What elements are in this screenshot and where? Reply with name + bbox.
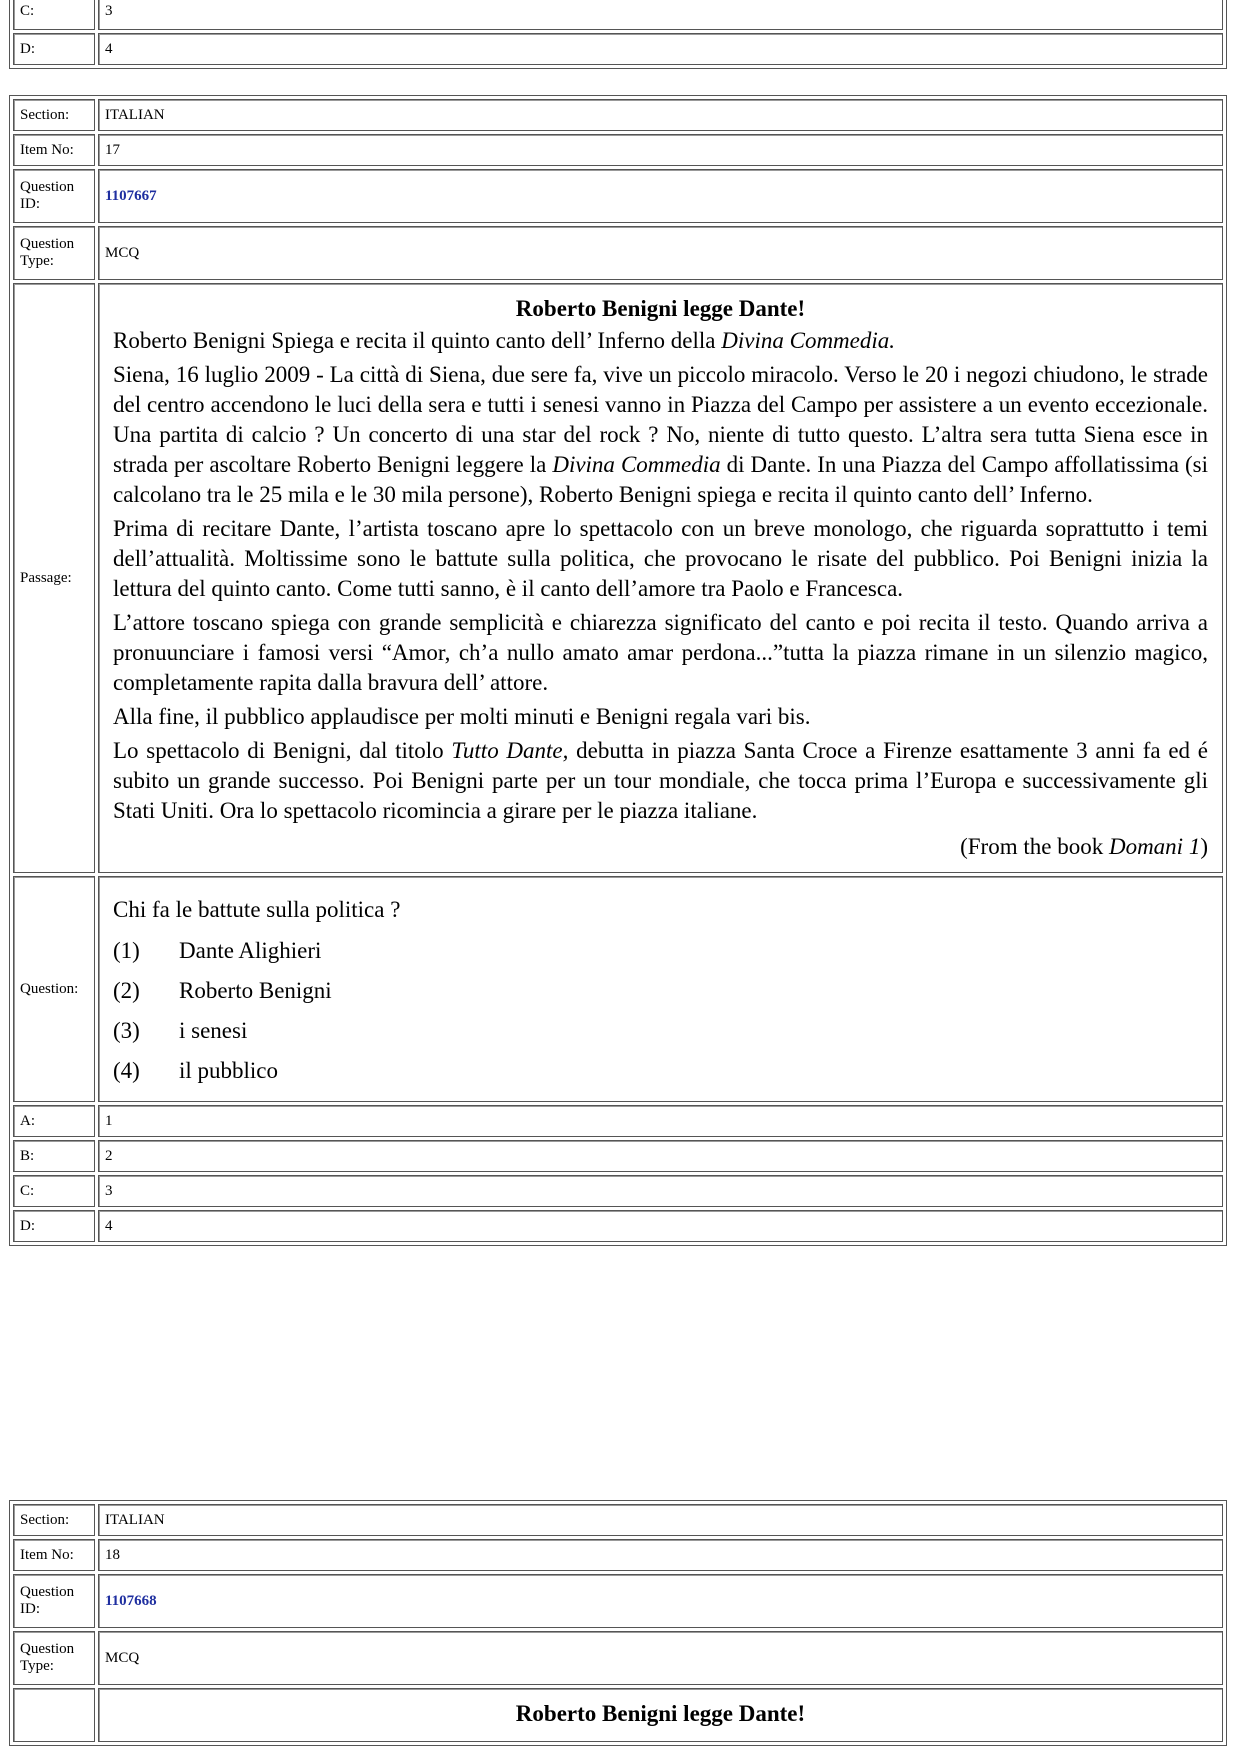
question-text: Chi fa le battute sulla politica ? [113, 897, 401, 922]
passage-paragraph-1: Siena, 16 luglio 2009 - La città di Siena, due sere fa, vive un piccolo miracolo. Verso le 20 i negozi chiudono, le strade del centro accendono le luci della sera e tutti i senesi vanno in Piazza del Campo per assistere a un evento eccezionale. Una partita di calcio ? Un concerto di una star del rock ? No, niente di tutto questo. L’altra sera tutta Siena esce in strada per ascoltare Roberto Benigni leggere la Divina Commedia di Dante. In una Piazza del Campo affollatissima (si calcolano tra le 25 mila e le 30 mila persone), Roberto Benigni spiega e recita il quinto canto dell’ Inferno. [113, 362, 1208, 507]
question-id-link[interactable]: 1107667 [105, 187, 157, 204]
passage-title: Roberto Benigni legge Dante! [515, 1701, 806, 1726]
option-1: (1) Dante Alighieri [113, 938, 322, 963]
option-2: (2) Roberto Benigni [113, 978, 332, 1003]
question-17-table [9, 95, 1227, 1246]
question-id-link[interactable]: 1107668 [105, 1592, 157, 1609]
passage-paragraph-4: Alla fine, il pubblico applaudisce per molti minuti e Benigni regala vari bis. [113, 704, 811, 729]
question-type-value: MCQ [98, 1631, 1223, 1685]
answer-b-value: 2 [98, 1140, 1223, 1172]
question-id-label: Question ID: [13, 1574, 95, 1628]
item-no-value: 18 [98, 1539, 1223, 1571]
section-label: Section: [13, 1504, 95, 1536]
section-value: ITALIAN [98, 1504, 1223, 1536]
question-type-value: MCQ [98, 226, 1223, 280]
question-18-table [9, 1500, 1227, 1746]
question-label: Question: [13, 876, 95, 1102]
question-type-label: Question Type: [13, 1631, 95, 1685]
passage-paragraph-3: L’attore toscano spiega con grande semplicità e chiarezza significato del canto e poi recita il testo. Quando arriva a pronuunciare i famosi versi “Amor, ch’a nullo amato amar perdona...”tutta la piazza rimane in un silenzio magico, completamente rapita dalla bravura dell’ attore. [113, 610, 1208, 695]
passage-content [98, 1688, 1223, 1742]
answer-a-value: 1 [98, 1105, 1223, 1137]
section-value: ITALIAN [98, 99, 1223, 131]
answer-c-label: C: [13, 0, 95, 30]
answer-d-label: D: [13, 33, 95, 65]
passage-paragraph-5: Lo spettacolo di Benigni, dal titolo Tutto Dante, debutta in piazza Santa Croce a Firenze esattamente 3 anni fa ed é subito un grande successo. Poi Benigni parte per un tour mondiale, che tocca prima l’Europa e successivamente gli Stati Uniti. Ora lo spettacolo ricomincia a girare per le piazza italiane. [113, 738, 1208, 823]
passage-title: Roberto Benigni legge Dante! [515, 296, 806, 321]
item-no-label: Item No: [13, 1539, 95, 1571]
option-4: (4) il pubblico [113, 1058, 279, 1083]
passage-content [98, 283, 1223, 873]
passage-label [13, 1688, 95, 1742]
answer-d-label: D: [13, 1210, 95, 1242]
question-content [98, 876, 1223, 1102]
answer-c-label: C: [13, 1175, 95, 1207]
passage-subtitle: Roberto Benigni Spiega e recita il quinto canto dell’ Inferno della Divina Commedia. [113, 328, 896, 353]
item-no-label: Item No: [13, 134, 95, 166]
option-3: (3) i senesi [113, 1018, 248, 1043]
passage-source: (From the book Domani 1) [960, 834, 1208, 859]
question-id-label: Question ID: [13, 169, 95, 223]
answer-d-value: 4 [98, 33, 1223, 65]
passage-paragraph-2: Prima di recitare Dante, l’artista toscano apre lo spettacolo con un breve monologo, che riguarda soprattutto i temi dell’attualità. Moltissime sono le battute sulla politica, che provocano le risate del pubblico. Poi Benigni inizia la lettura del quinto canto. Come tutti sanno, è il canto dell’amore tra Paolo e Francesca. [113, 516, 1208, 601]
answer-d-value: 4 [98, 1210, 1223, 1242]
question-type-label: Question Type: [13, 226, 95, 280]
prev-question-table [9, 0, 1227, 69]
answer-b-label: B: [13, 1140, 95, 1172]
answer-c-value: 3 [98, 1175, 1223, 1207]
answer-a-label: A: [13, 1105, 95, 1137]
item-no-value: 17 [98, 134, 1223, 166]
answer-c-value: 3 [98, 0, 1223, 30]
passage-label: Passage: [13, 283, 95, 873]
section-label: Section: [13, 99, 95, 131]
